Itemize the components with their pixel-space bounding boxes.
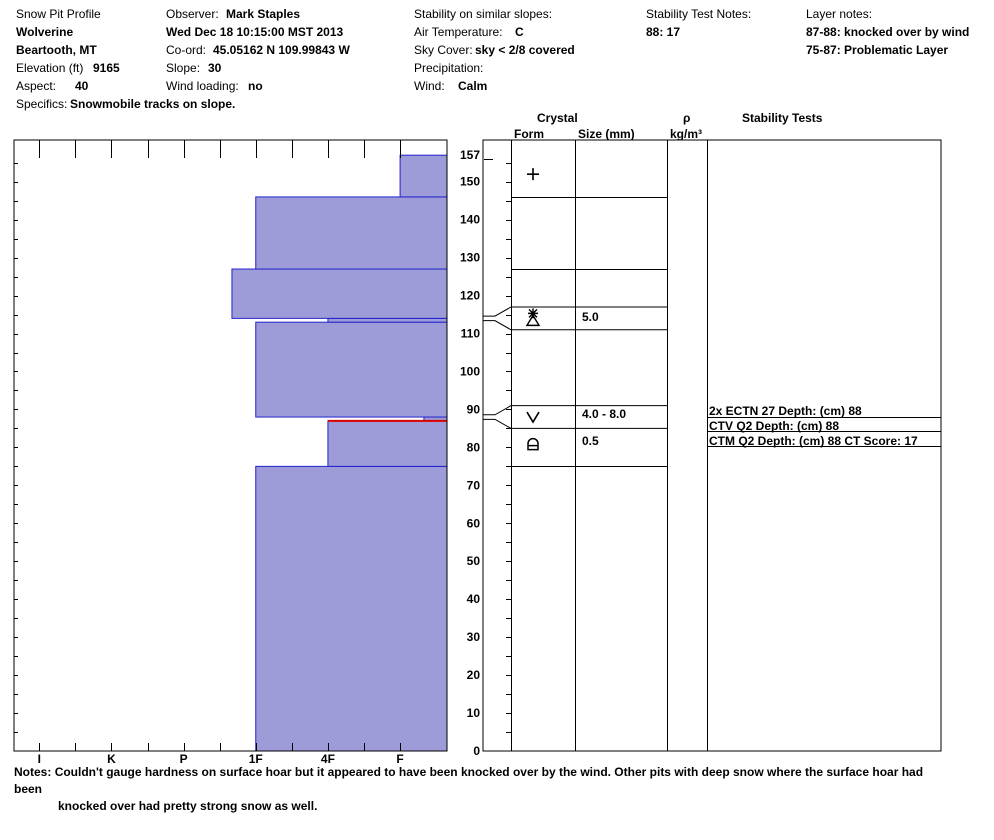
depth-tick-label: 100: [459, 364, 480, 379]
depth-tick-label: 60: [466, 516, 480, 531]
hardness-layer-bar: [328, 318, 447, 322]
notes-label: Notes:: [14, 765, 52, 779]
notes-line-1: Couldn't gauge hardness on surface hoar but it appeared to have been knocked over by the wind. Other pits with deep snow where the surface hoar had been: [14, 765, 924, 796]
hardness-layer-bar: [256, 197, 447, 269]
depth-tick-label: 30: [466, 630, 480, 645]
hardness-tick-label: K: [107, 752, 116, 766]
hardness-tick-label: P: [179, 752, 188, 766]
hardness-layer-bar: [256, 466, 447, 751]
precipitation-particle-icon: [527, 168, 539, 180]
crystal-size: 4.0 - 8.0: [582, 407, 627, 422]
hardness-tick-label: I: [37, 752, 41, 766]
hardness-layer-bar: [232, 269, 447, 318]
air-temp-label: Air Temperature:: [414, 25, 503, 39]
observer-value: Mark Staples: [226, 7, 301, 21]
wind-loading-value: no: [248, 79, 263, 93]
stability-notes-value: 88: 17: [646, 25, 681, 39]
layer-note-1: 87-88: knocked over by wind: [806, 25, 970, 39]
depth-tick-label: 157: [459, 148, 480, 163]
elevation-value: 9165: [93, 61, 120, 75]
aspect-value: 40: [75, 79, 89, 93]
depth-tick-label: 140: [459, 212, 480, 227]
sky-cover-value: sky < 2/8 covered: [475, 43, 575, 57]
faceted-rounded-icon: [528, 439, 538, 450]
stability-similar-label: Stability on similar slopes:: [414, 7, 553, 21]
crystal-header: Crystal: [537, 111, 578, 125]
depth-tick-label: 40: [466, 592, 480, 607]
slope-label: Slope:: [166, 61, 201, 75]
surface-hoar-icon: [527, 308, 539, 325]
observer-label: Observer:: [166, 7, 219, 21]
crystal-size: 5.0: [582, 310, 599, 325]
crystal-symbols: [527, 168, 539, 449]
depth-tick-label: 90: [466, 402, 480, 417]
layer-notes-label: Layer notes:: [806, 7, 873, 21]
hardness-layers: [232, 155, 447, 751]
stability-test-3: CTM Q2 Depth: (cm) 88 CT Score: 17: [709, 434, 918, 448]
form-header: Form: [514, 127, 544, 141]
depth-tick-label: 70: [466, 478, 480, 493]
specifics-value: Snowmobile tracks on slope.: [70, 97, 236, 111]
observation-date: Wed Dec 18 10:15:00 MST 2013: [166, 25, 344, 39]
depth-tick-label: 0: [473, 744, 480, 758]
hardness-tick-label: 1F: [248, 752, 263, 766]
hardness-layer-bar: [328, 421, 447, 467]
notes-line-2: knocked over had pretty strong snow as well.: [58, 799, 318, 813]
sky-cover-label: Sky Cover:: [414, 43, 473, 57]
slope-value: 30: [208, 61, 222, 75]
wind-label: Wind:: [414, 79, 445, 93]
specifics-label: Specifics:: [16, 97, 68, 111]
depth-hoar-icon: [527, 412, 539, 422]
hardness-layer-bar: [256, 322, 447, 417]
aspect-label: Aspect:: [16, 79, 57, 93]
coord-value: 45.05162 N 109.99843 W: [213, 43, 350, 57]
depth-tick-label: 130: [459, 250, 480, 265]
location-name: Wolverine: [16, 25, 74, 39]
stability-test-2: CTV Q2 Depth: (cm) 88: [709, 419, 840, 433]
notes-block: [14, 764, 954, 815]
layer-note-2: 75-87: Problematic Layer: [806, 43, 949, 57]
density-symbol: ρ: [683, 111, 691, 125]
coord-label: Co-ord:: [166, 43, 207, 57]
stability-notes-label: Stability Test Notes:: [646, 7, 752, 21]
hardness-tick-label: 4F: [320, 752, 335, 766]
density-unit-header: kg/m³: [670, 127, 703, 141]
crystal-size: 0.5: [582, 433, 599, 448]
page-title: Snow Pit Profile: [16, 7, 101, 21]
air-temp-value: C: [515, 25, 524, 39]
depth-tick-label: 80: [466, 440, 480, 455]
depth-tick-label: 50: [466, 554, 480, 569]
elevation-label: Elevation (ft): [16, 61, 84, 75]
depth-tick-label: 110: [460, 326, 480, 341]
region-name: Beartooth, MT: [16, 43, 97, 57]
stability-tests-header: Stability Tests: [742, 111, 823, 125]
wind-value: Calm: [458, 79, 488, 93]
stability-test-1: 2x ECTN 27 Depth: (cm) 88: [709, 404, 862, 418]
depth-tick-label: 120: [459, 288, 480, 303]
wind-loading-label: Wind loading:: [166, 79, 239, 93]
depth-tick-label: 150: [459, 174, 480, 189]
size-header: Size (mm): [578, 127, 635, 141]
hardness-tick-label: F: [396, 752, 404, 766]
hardness-layer-bar: [400, 155, 447, 197]
precipitation-label: Precipitation:: [414, 61, 484, 75]
depth-tick-label: 10: [466, 706, 480, 721]
depth-tick-label: 20: [466, 668, 480, 683]
